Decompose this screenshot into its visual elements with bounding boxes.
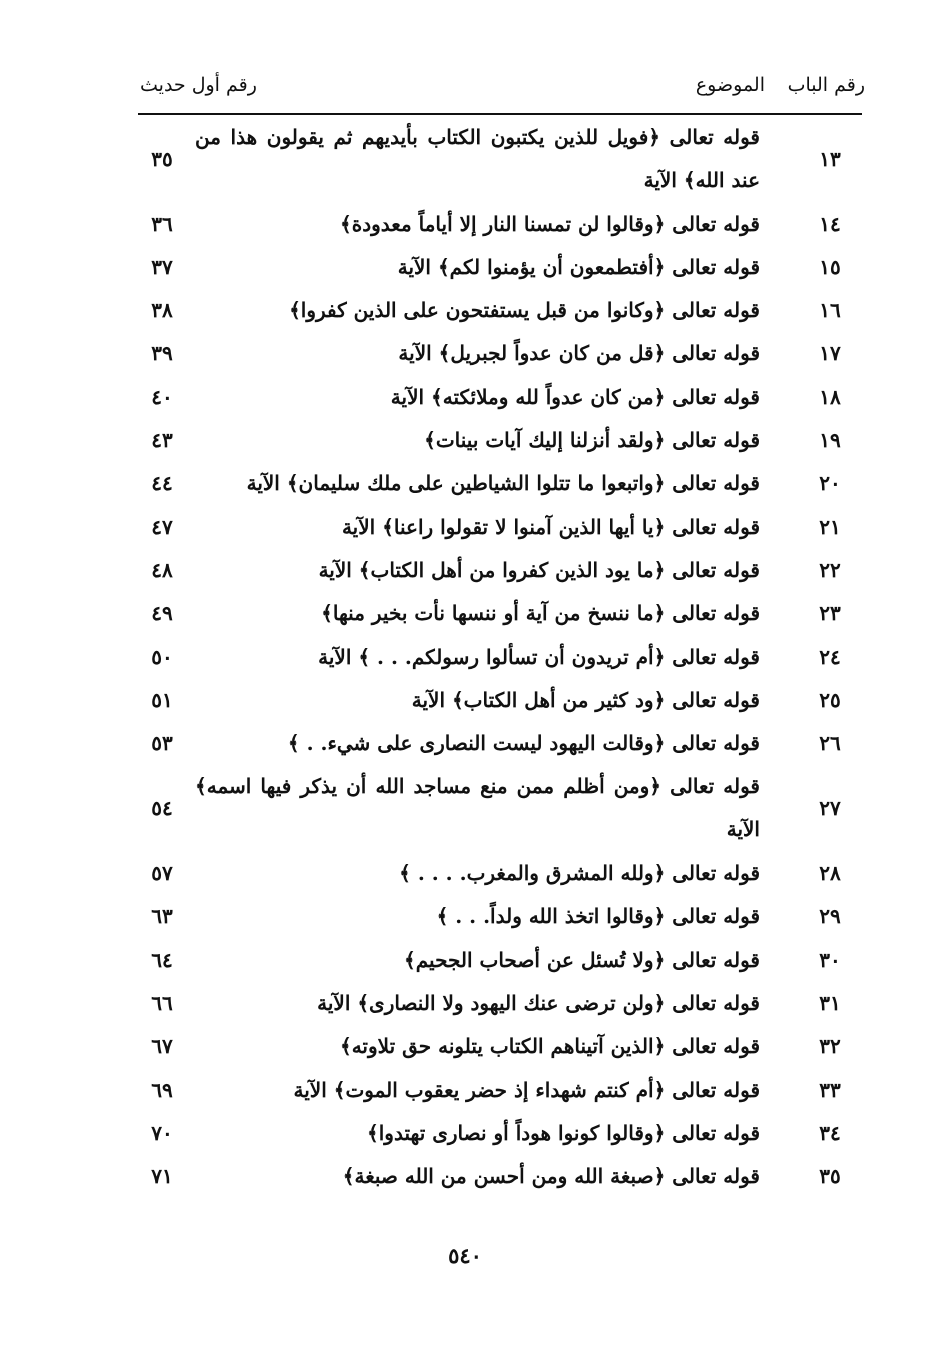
table-row: [0, 722, 930, 765]
topic-text: قوله تعالى ﴿قل من كان عدواً لجبريل﴾ الآية: [398, 341, 760, 366]
first-hadith-number: ٣٧: [151, 254, 173, 279]
chapter-number: ٢٥: [819, 687, 841, 712]
table-row: [0, 116, 930, 203]
topic-text: قوله تعالى ﴿وقالوا اتخذ الله ولداً. . . ﴾: [436, 904, 760, 929]
topic-text: قوله تعالى ﴿ولن ترضى عنك اليهود ولا النصارى﴾ الآية: [317, 990, 760, 1015]
chapter-number: ٣١: [819, 990, 841, 1015]
table-row: [0, 1155, 930, 1198]
chapter-number: ١٥: [819, 254, 841, 279]
table-row: [0, 1112, 930, 1155]
topic-text: قوله تعالى ﴿ولا تُسئل عن أصحاب الجحيم﴾: [404, 947, 760, 972]
table-row: [0, 376, 930, 419]
topic-text: قوله تعالى ﴿وكانوا من قبل يستفتحون على الذين كفروا﴾: [289, 298, 760, 323]
table-row: [0, 679, 930, 722]
chapter-number: ٢٧: [819, 796, 841, 821]
topic-text: قوله تعالى ﴿ولله المشرق والمغرب. . . . ﴾: [399, 861, 760, 886]
table-row: [0, 592, 930, 635]
table-row: [0, 1025, 930, 1068]
topic-text: قوله تعالى ﴿ود كثير من أهل الكتاب﴾ الآية: [411, 687, 760, 712]
table-row: [0, 332, 930, 375]
chapter-number: ٢٢: [819, 557, 841, 582]
first-hadith-number: ٦٣: [151, 904, 173, 929]
header-rule: [138, 113, 862, 115]
table-row: [0, 1069, 930, 1112]
table-row: [0, 982, 930, 1025]
chapter-number: ٣٠: [819, 947, 841, 972]
table-row: [0, 765, 930, 852]
first-hadith-number: ٧١: [151, 1164, 173, 1189]
first-hadith-number: ٦٤: [151, 947, 173, 972]
topic-text: قوله تعالى ﴿وقالت اليهود ليست النصارى على شيء. . ﴾: [287, 731, 760, 756]
chapter-number: ٣٤: [819, 1120, 841, 1145]
first-hadith-number: ٥٠: [151, 644, 173, 669]
chapter-number: ١٧: [819, 341, 841, 366]
topic-text: قوله تعالى ﴿الذين آتيناهم الكتاب يتلونه حق تلاوته﴾: [339, 1034, 760, 1059]
chapter-number: ١٦: [819, 298, 841, 323]
topic-text: قوله تعالى ﴿وقالوا كونوا هوداً أو نصارى تهتدوا﴾: [367, 1120, 760, 1145]
chapter-number: ٣٥: [819, 1164, 841, 1189]
chapter-number: ٢٠: [819, 471, 841, 496]
page-number: ٥٤٠: [448, 1243, 482, 1268]
chapter-number: ٢١: [819, 514, 841, 539]
topic-text: قوله تعالى ﴿أم كنتم شهداء إذ حضر يعقوب الموت﴾ الآية: [293, 1077, 760, 1102]
first-hadith-number: ٤٠: [151, 384, 173, 409]
topic-text: قوله تعالى ﴿وقالوا لن تمسنا النار إلا أياماً معدودة﴾: [340, 211, 760, 236]
index-table: [0, 116, 930, 1198]
table-row: [0, 246, 930, 289]
header-first-hadith: رقم أول حديث: [140, 74, 257, 96]
table-row: [0, 895, 930, 938]
first-hadith-number: ٥٧: [151, 861, 173, 886]
header-topic: الموضوع: [695, 74, 765, 96]
first-hadith-number: ٤٩: [151, 601, 173, 626]
table-row: [0, 506, 930, 549]
chapter-number: ٣٣: [819, 1077, 841, 1102]
first-hadith-number: ٥١: [151, 687, 173, 712]
topic-text: قوله تعالى ﴿صبغة الله ومن أحسن من الله صبغة﴾: [342, 1164, 760, 1189]
first-hadith-number: ٤٨: [151, 557, 173, 582]
topic-text: قوله تعالى ﴿واتبعوا ما تتلوا الشياطين على ملك سليمان﴾ الآية: [246, 471, 760, 496]
topic-text: قوله تعالى ﴿يا أيها الذين آمنوا لا تقولوا راعنا﴾ الآية: [341, 514, 760, 539]
first-hadith-number: ٦٦: [151, 990, 173, 1015]
table-row: [0, 203, 930, 246]
chapter-number: ١٩: [819, 428, 841, 453]
first-hadith-number: ٥٤: [151, 796, 173, 821]
chapter-number: ١٤: [819, 211, 841, 236]
first-hadith-number: ٤٣: [151, 428, 173, 453]
chapter-number: ٢٣: [819, 601, 841, 626]
chapter-number: ٢٨: [819, 861, 841, 886]
table-row: [0, 462, 930, 505]
chapter-number: ٢٩: [819, 904, 841, 929]
chapter-number: ١٨: [819, 384, 841, 409]
topic-text: قوله تعالى ﴿من كان عدواً لله وملائكته﴾ الآية: [390, 384, 760, 409]
table-row: [0, 419, 930, 462]
table-row: [0, 636, 930, 679]
first-hadith-number: ٣٩: [151, 341, 173, 366]
topic-text: قوله تعالى ﴿ما ننسخ من آية أو ننسها نأت بخير منها﴾: [321, 601, 760, 626]
first-hadith-number: ٦٩: [151, 1077, 173, 1102]
table-row: [0, 549, 930, 592]
table-row: [0, 852, 930, 895]
first-hadith-number: ٧٠: [151, 1120, 173, 1145]
first-hadith-number: ٣٨: [151, 298, 173, 323]
topic-text: قوله تعالى ﴿ولقد أنزلنا إليك آيات بينات﴾: [424, 428, 760, 453]
table-header: [130, 74, 865, 104]
header-chapter-number: رقم الباب: [787, 74, 865, 96]
topic-text: قوله تعالى ﴿أفتطمعون أن يؤمنوا لكم﴾ الآية: [397, 254, 760, 279]
topic-text: قوله تعالى ﴿أم تريدون أن تسألوا رسولكم. . . ﴾ الآية: [318, 644, 760, 669]
topic-text: قوله تعالى ﴿فويل للذين يكتبون الكتاب بأيديهم ثم يقولون هذا من عند الله﴾ الآية: [195, 125, 760, 192]
table-row: [0, 289, 930, 332]
chapter-number: ٣٢: [819, 1034, 841, 1059]
chapter-number: ٢٦: [819, 731, 841, 756]
chapter-number: ١٣: [819, 147, 841, 171]
table-row: [0, 939, 930, 982]
first-hadith-number: ٥٣: [151, 731, 173, 756]
topic-text: قوله تعالى ﴿ما يود الذين كفروا من أهل الكتاب﴾ الآية: [318, 557, 760, 582]
first-hadith-number: ٣٦: [151, 211, 173, 236]
first-hadith-number: ٦٧: [151, 1034, 173, 1059]
chapter-number: ٢٤: [819, 644, 841, 669]
first-hadith-number: ٤٤: [151, 471, 173, 496]
first-hadith-number: ٤٧: [151, 514, 173, 539]
first-hadith-number: ٣٥: [151, 147, 173, 171]
topic-text: قوله تعالى ﴿ومن أظلم ممن منع مساجد الله أن يذكر فيها اسمه﴾ الآية: [195, 774, 760, 842]
